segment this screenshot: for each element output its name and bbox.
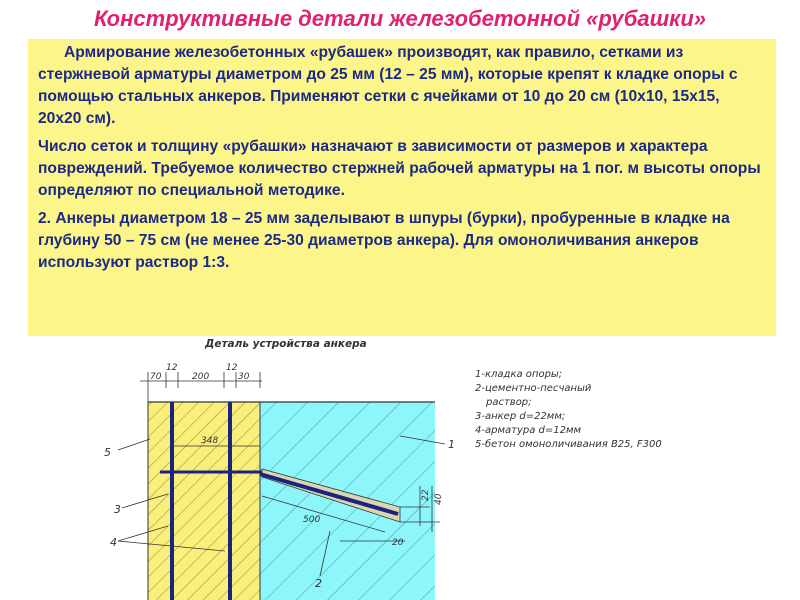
callout-2: 2 [315,577,322,590]
page-title: Конструктивные детали железобетонной «рубашки» [93,6,706,31]
dim-40: 40 [434,493,444,505]
text-panel [28,39,776,336]
drawing-caption: Деталь устройства анкера [205,338,367,350]
legend-item: раствор; [486,397,532,408]
dim-200: 200 [192,372,210,382]
paragraph-reinforcement: Армирование железобетонных «рубашек» производят, как правило, сетками из стержневой арматуры диаметром до 25 мм (12 – 25 мм), которые крепят к кладке опоры с помощью стальных анкеров. Применяют сетки с ячейками от 10 до 20 см (10х10, 15х15, 20х20 см). [38,44,738,127]
anchor-detail-drawing [0,336,800,600]
dim-348: 348 [201,436,219,446]
dim-500: 500 [303,515,321,525]
legend-item: 5-бетон омоноличивания В25, F300 [475,439,662,450]
dim-70: 70 [150,372,162,382]
legend-item: 4-арматура d=12мм [475,425,582,436]
paragraph-mesh-count: Число сеток и толщину «рубашки» назначают в зависимости от размеров и характера повреждений. Требуемое количество стержней рабочей арматуры на 1 пог. м высоты опоры определяют по специальной методике. [38,138,761,199]
callout-3: 3 [114,503,121,516]
legend-item: 3-анкер d=22мм; [475,411,566,422]
legend-item: 2-цементно-песчаный [475,383,592,394]
callout-1: 1 [448,438,455,451]
callout-4: 4 [110,536,117,549]
dim-30: 30 [238,372,250,382]
dim-12-right: 12 [226,363,238,373]
paragraph-anchors: 2. Анкеры диаметром 18 – 25 мм заделывают в шпуры (бурки), пробуренные в кладке на глубину 50 – 75 см (не менее 25-30 диаметров анкера). Для омоноличивания анкеров используют раствор 1:3. [38,210,730,271]
dim-22: 22 [421,489,431,501]
callout-5: 5 [104,446,111,459]
concrete-hatch [148,402,260,600]
legend-item: 1-кладка опоры; [475,369,563,380]
dim-20: 20 [392,538,404,548]
legend [475,369,662,450]
dim-12-left: 12 [166,363,178,373]
